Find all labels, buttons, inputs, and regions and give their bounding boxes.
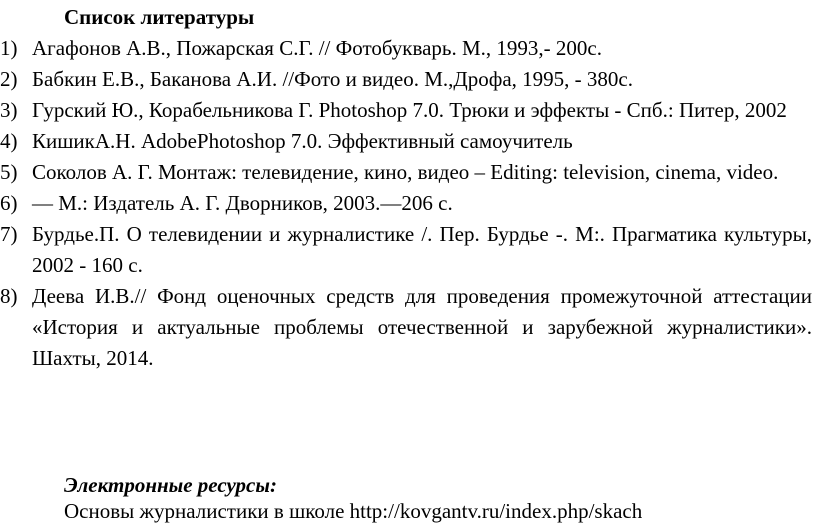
- reference-item: [0, 126, 812, 157]
- reference-text: — М.: Издатель А. Г. Дворников, 2003.—206 с.: [32, 191, 453, 215]
- reference-text: Бурдье.П. О телевидении и журналистике /. Пер. Бурдье -. М:. Прагматика культуры, 2002 - 160 с.: [32, 222, 812, 277]
- reference-number: 6): [0, 191, 18, 215]
- reference-text: Агафонов А.В., Пожарская С.Г. // Фотобукварь. М., 1993,- 200с.: [32, 36, 602, 60]
- reference-text: КишикА.Н. AdobePhotoshop 7.0. Эффективный самоучитель: [32, 129, 573, 153]
- reference-item: [0, 157, 812, 188]
- reference-text: Бабкин Е.В., Баканова А.И. //Фото и видео. М.,Дрофа, 1995, - 380с.: [32, 67, 633, 91]
- reference-item: [0, 64, 812, 95]
- reference-text: Деева И.В.// Фонд оценочных средств для проведения промежуточной аттестации «История и актуальные проблемы отечественной и зарубежной журналистики». Шахты, 2014.: [32, 284, 812, 370]
- reference-item: [0, 95, 812, 126]
- reference-text: Соколов А. Г. Монтаж: телевидение, кино, видео – Editing: television, cinema, video.: [32, 160, 779, 184]
- reference-number: 1): [0, 36, 18, 60]
- electronic-resources-heading: Электронные ресурсы:: [64, 473, 277, 497]
- reference-number: 4): [0, 129, 18, 153]
- reference-number: 7): [0, 222, 18, 246]
- reference-number: 5): [0, 160, 18, 184]
- reference-number: 8): [0, 284, 18, 308]
- reference-number: 2): [0, 67, 18, 91]
- electronic-resource-link[interactable]: Основы журналистики в школе http://kovgantv.ru/index.php/skach: [64, 499, 643, 523]
- reference-item: [0, 188, 812, 219]
- reference-text: Гурский Ю., Корабельникова Г. Photoshop 7.0. Трюки и эффекты - Спб.: Питер, 2002: [32, 98, 787, 122]
- reference-number: 3): [0, 98, 18, 122]
- reference-list: [0, 33, 812, 374]
- reference-item: [0, 33, 812, 64]
- reference-item: [0, 281, 812, 374]
- reference-item: [0, 219, 812, 281]
- bibliography-heading: Список литературы: [64, 5, 255, 29]
